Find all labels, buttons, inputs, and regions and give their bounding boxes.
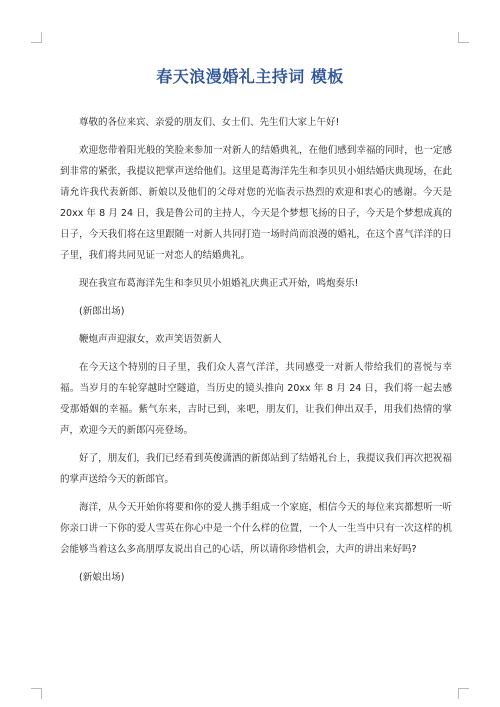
greeting-paragraph: 尊敬的各位来宾、亲爱的朋友们、女士们、先生们大家上午好! — [79, 117, 340, 128]
groom-intro-paragraph: 在今天这个特别的日子里，我们众人喜气洋洋，共同感受一对新人带给我们的喜悦与幸福。当岁月的车轮穿越时空隧道，当历史的镜头推向 20xx 年 8 月 24 日，我们将一起去感受那婚姻的幸福。紫气东来，吉时已到，来吧，朋友们，让我们伸出双手，用我们热情的掌声，欢迎今天的新郎闪亮登场。 — [60, 362, 452, 436]
applause-paragraph: 好了，朋友们，我们已经看到英俊潇洒的新郎站到了结婚礼台上，我提议我们再次把祝福的掌声送给今天的新郎官。 — [60, 453, 452, 485]
couplet-line: 鞭炮声声迎淑女，欢声笑语贺新人 — [79, 334, 222, 345]
welcome-paragraph: 欢迎您带着阳光般的笑脸来参加一对新人的结婚典礼，在他们感到幸福的同时，也一定感到非常的紧张，我提议把掌声送给他们。这里是葛海洋先生和李贝贝小姐结婚庆典现场，在此请允许我代表新郎、新娘以及他们的父母对您的光临表示热烈的欢迎和衷心的感谢。今天是 20xx 年 8 月 24 日，我是鲁公司的主持人，今天是个梦想飞扬的日子，今天是个梦想成真的日子，今天我们将在这里跟随一对新人共同打造一场时尚而浪漫的婚礼，在这个喜气洋洋的日子里，我们将共同见证一对恋人的结婚典礼。 — [60, 145, 452, 261]
ceremony-start-paragraph: 现在我宣布葛海洋先生和李贝贝小姐婚礼庆典正式开始，鸣炮奏乐! — [79, 278, 359, 289]
page-corner-mark-top-left — [31, 32, 42, 43]
groom-entrance-cue: (新郎出场) — [79, 306, 125, 317]
page-corner-mark-bottom-right — [458, 688, 469, 699]
page-corner-mark-bottom-left — [31, 688, 42, 699]
bride-entrance-cue: (新娘出场) — [79, 572, 125, 583]
groom-speech-paragraph: 海洋，从今天开始你将要和你的爱人携手组成一个家庭，相信今天的每位来宾都想听一听你亲口讲一下你的爱人雪英在你心中是一个什么样的位置，一个人一生当中只有一次这样的机会能够当着这么多高朋厚友说出自己的心话，所以请你珍惜机会，大声的讲出来好吗? — [60, 502, 452, 555]
page-corner-mark-top-right — [458, 32, 469, 43]
document-title: 春天浪漫婚礼主持词 模板 — [156, 67, 344, 86]
document-body — [60, 112, 452, 595]
